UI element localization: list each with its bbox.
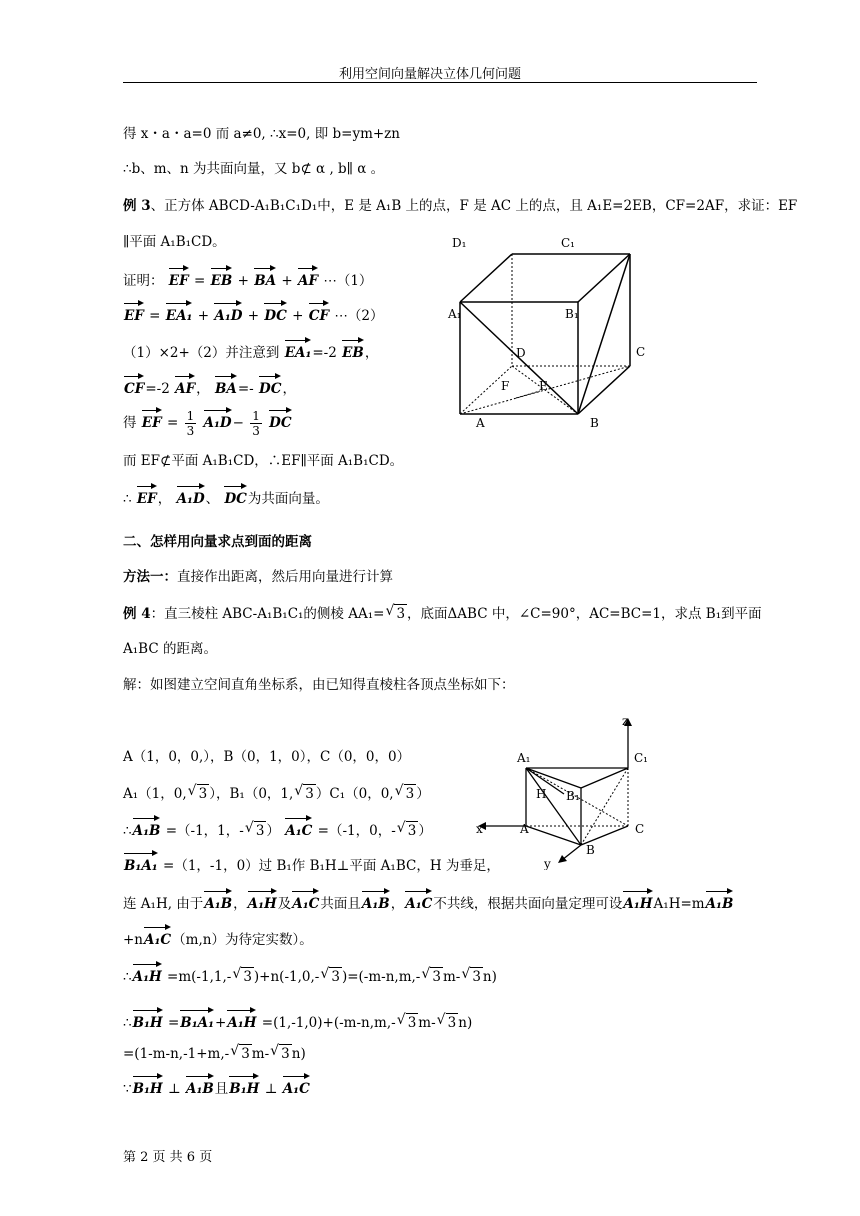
vector-a1b: A₁B — [204, 889, 232, 913]
vector-b1a1: B₁A₁ — [180, 1008, 214, 1032]
fraction: $\frac{1}{3}$ — [186, 409, 195, 438]
proof-label: 证明： — [123, 273, 164, 289]
vector-ba: BA — [254, 266, 276, 290]
vector-a1b: A₁B — [186, 1074, 214, 1098]
label-a: A — [476, 416, 485, 430]
example-4 — [123, 604, 762, 623]
vector-line: ∴A₁B =（-1，1，-√ 3 ） A₁C =（-1，0，-√ 3 ） — [123, 816, 432, 840]
label-b: B — [586, 843, 595, 857]
text-line: 而 EF⊄平面 A₁B₁CD，∴EF∥平面 A₁B₁CD。 — [123, 453, 404, 469]
vector-af: AF — [298, 266, 318, 290]
step-text: ， — [282, 381, 296, 397]
vector-a1h: A₁H — [623, 889, 652, 913]
coords-line: A（1，0，0,），B（0，1，0），C（0，0，0） — [123, 749, 411, 765]
method-text: 直接作出距离，然后用向量进行计算 — [177, 569, 393, 585]
step-text: ∴ — [123, 491, 132, 507]
vector-a1b: A₁B — [133, 816, 161, 840]
connect-line: +nA₁C（m,n）为待定实数）。 — [123, 925, 313, 949]
axis-z: z — [622, 714, 629, 728]
example-text: ：直三棱柱 ABC-A₁B₁C₁的侧棱 AA₁= — [150, 606, 385, 622]
example-3 — [123, 197, 797, 215]
vector-af: AF — [175, 374, 195, 398]
axis-x: x — [476, 822, 483, 836]
equation-1: 证明： EF = EB + BA + AF ⋯（1） — [123, 266, 372, 290]
method-label: 方法一： — [123, 569, 177, 585]
step-text: =- — [237, 381, 254, 397]
vector-dc: DC — [224, 484, 246, 508]
vector-a1b: A₁B — [706, 889, 734, 913]
text-line: 得 x・a・a=0 而 a≠0, ∴x=0, 即 b=ym+zn — [123, 126, 400, 142]
label-e: E — [539, 379, 548, 393]
vector-ef: EF — [169, 266, 189, 290]
step-text: ， — [196, 381, 210, 397]
step-line — [123, 338, 378, 362]
cube-figure — [440, 230, 660, 435]
vector-ba: BA — [215, 374, 237, 398]
vector-b1h: B₁H — [133, 1074, 163, 1098]
example-label: 例 4 — [123, 606, 151, 622]
example-text: ，底面ΔABC 中，∠C=90°，AC=BC=1，求点 B₁到平面 — [407, 606, 762, 622]
label-b1: B₁ — [566, 789, 580, 803]
label-d: D — [516, 346, 526, 360]
b1h-line: =(1-m-n,-1+m,-√ 3 m-√ 3 n) — [123, 1044, 306, 1063]
label-a1: A₁ — [448, 307, 462, 321]
label-a: A — [520, 822, 529, 836]
a1h-line: ∴A₁H =m(-1,1,-√ 3 )+n(-1,0,-√ 3 )=(-m-n,m,-√ 3 m-√ 3 n) — [123, 962, 497, 986]
b1h-line: ∴B₁H =B₁A₁+A₁H =(1,-1,0)+(-m-n,m,-√ 3 m-√ 3 n) — [123, 1008, 472, 1032]
label-b1: B₁ — [565, 307, 579, 321]
equation-2: EF = EA₁ + A₁D + DC + CF ⋯（2） — [123, 301, 383, 325]
text-line: ∴b、m、n 为共面向量，又 b⊄ α , b∥ α 。 — [123, 161, 385, 177]
label-c: C — [636, 345, 646, 359]
step-text: 、 — [205, 491, 220, 507]
step-text: 得 — [123, 415, 137, 431]
vector-a1c: A₁C — [283, 1074, 310, 1098]
vector-dc: DC — [264, 301, 286, 325]
step-text: ， — [157, 491, 172, 507]
step-text: − — [232, 415, 244, 431]
vector-a1h: A₁H — [133, 962, 162, 986]
vector-a1c: A₁C — [285, 816, 312, 840]
vector-a1h: A₁H — [248, 889, 277, 913]
text-line: ∥平面 A₁B₁CD。 — [123, 234, 226, 250]
vector-dc: DC — [269, 408, 291, 432]
label-b: B — [590, 416, 599, 430]
step-text: 为共面向量。 — [247, 491, 329, 507]
example-text: 、正方体 ABCD-A₁B₁C₁D₁中，E 是 A₁B 上的点，F 是 AC 上的点，且 A₁E=2EB，CF=2AF，求证：EF — [150, 198, 798, 214]
fraction: $\frac{1}{3}$ — [252, 409, 260, 438]
label-c1: C₁ — [634, 751, 648, 765]
step-text: =-2 — [312, 345, 337, 361]
step-text: （1）×2+（2）并注意到 — [123, 345, 280, 361]
label-d1: D₁ — [452, 236, 467, 250]
vector-a1c: A₁C — [144, 925, 171, 949]
vector-a1d: A₁D — [204, 408, 232, 432]
coords-line: A₁（1，0,√ 3 ），B₁（0，1,√ 3 ）C₁（0，0,√ 3 ） — [123, 784, 430, 803]
vector-a1d: A₁D — [177, 484, 205, 508]
label-a1: A₁ — [517, 751, 531, 765]
vector-b1h: B₁H — [133, 1008, 163, 1032]
label-c: C — [635, 822, 645, 836]
vector-ea1: EA₁ — [285, 338, 312, 362]
label-c1: C₁ — [561, 236, 575, 250]
step-text: =-2 — [145, 381, 170, 397]
method-line — [123, 568, 393, 586]
vector-ef: EF — [124, 301, 144, 325]
vector-b1h: B₁H — [229, 1074, 259, 1098]
vector-a1c: A₁C — [405, 889, 432, 913]
step-text: ， — [364, 345, 379, 361]
vector-a1c: A₁C — [292, 889, 319, 913]
header-rule — [123, 82, 757, 83]
vector-b1a1: B₁A₁ — [124, 851, 158, 875]
vector-dc: DC — [259, 374, 281, 398]
sqrt: √ 3 — [394, 604, 407, 623]
vector-cf: CF — [309, 301, 329, 325]
coplanar-line — [123, 484, 329, 508]
text-line: A₁BC 的距离。 — [123, 641, 217, 657]
vector-a1h: A₁H — [227, 1008, 256, 1032]
perp-line: ∵B₁H ⊥ A₁B且B₁H ⊥ A₁C — [123, 1074, 311, 1098]
example-label: 例 3 — [123, 198, 151, 214]
prism-figure — [470, 710, 670, 870]
label-f: F — [501, 379, 510, 393]
label-h: H — [536, 787, 547, 801]
vector-a1d: A₁D — [214, 301, 242, 325]
fraction-line: 得 EF = $\frac{1}{3}$ A₁D− $\frac{1}{3}$ DC — [123, 409, 292, 438]
vector-cf: CF — [124, 374, 144, 398]
eq-tag: ⋯（2） — [334, 308, 384, 324]
step-line — [123, 374, 296, 398]
vector-ea1: EA₁ — [166, 301, 193, 325]
page-header: 利用空间向量解决立体几何问题 — [338, 67, 521, 82]
connect-line: 连 A₁H, 由于A₁B，A₁H及A₁C共面且A₁B，A₁C不共线，根据共面向量定理可设A₁HA₁H=mA₁B — [123, 889, 734, 913]
axis-y: y — [544, 857, 551, 870]
vector-line: B₁A₁ =（1，-1，0）过 B₁作 B₁H⊥平面 A₁BC，H 为垂足， — [123, 851, 500, 875]
vector-ef: EF — [142, 408, 162, 432]
vector-a1b: A₁B — [362, 889, 390, 913]
vector-ef: EF — [137, 484, 157, 508]
vector-eb: EB — [211, 266, 233, 290]
section-heading: 二、怎样用向量求点到面的距离 — [123, 534, 312, 550]
text-line: 解：如图建立空间直角坐标系，由已知得直棱柱各顶点坐标如下： — [123, 677, 515, 693]
eq-tag: ⋯（1） — [323, 273, 373, 289]
vector-eb: EB — [342, 338, 364, 362]
page-footer: 第 2 页 共 6 页 — [123, 1150, 213, 1165]
